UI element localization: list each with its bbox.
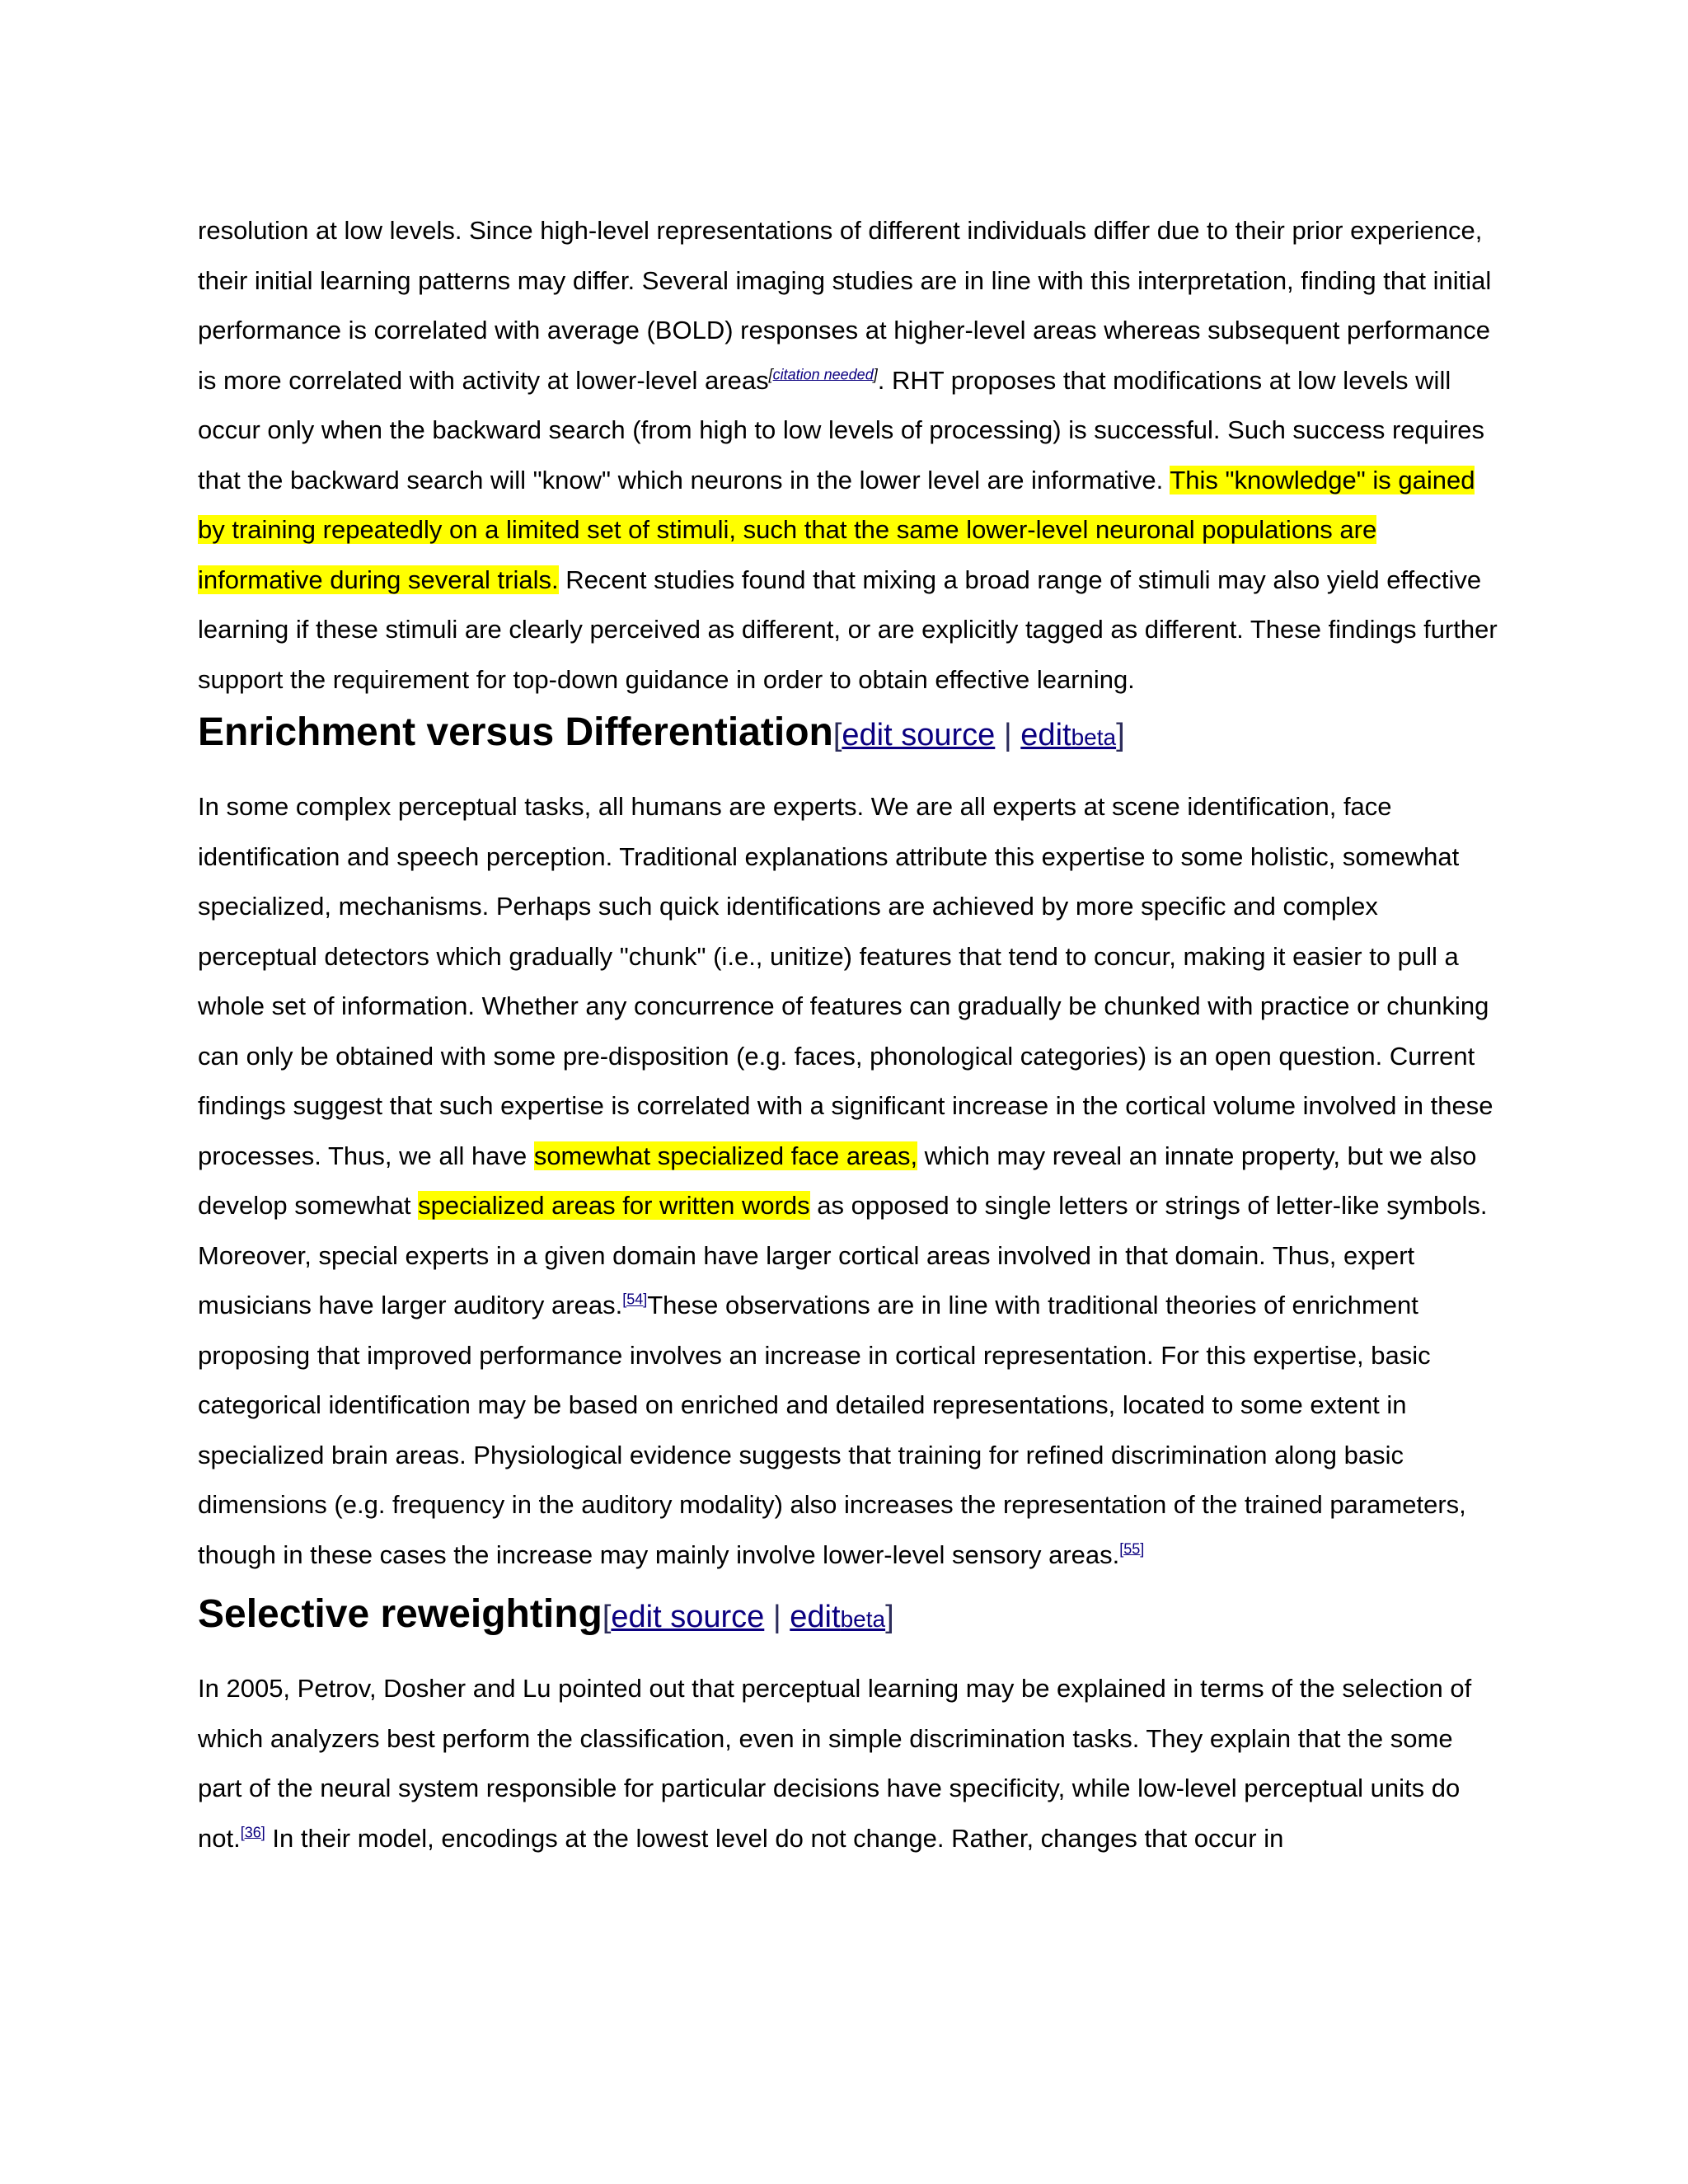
- text-span: In 2005, Petrov, Dosher and Lu pointed out that perceptual learning may be explained in terms of the selection of which analyzers best perform the classification, even in simple discrimination tasks. They explain that the some part of the neural system responsible for particular decisions have specificity, while low-level perceptual units do not.: [198, 1674, 1472, 1853]
- text-span: as opposed to single letters or strings of letter-like symbols. Moreover, special experts in a given domain have larger cortical areas involved in that domain. Thus, expert musicians have larger auditory areas.: [198, 1191, 1488, 1319]
- section-heading-enrichment: [198, 708, 1500, 762]
- edit-source-link[interactable]: edit source: [611, 1600, 765, 1634]
- text-span: Recent studies found that mixing a broad range of stimuli may also yield effective learning if these stimuli are clearly perceived as different, or are explicitly tagged as different. These findings further support the requirement for top-down guidance in order to obtain effective learning.: [198, 565, 1498, 694]
- citation-needed-link[interactable]: citation needed: [772, 366, 874, 383]
- text-span: resolution at low levels. Since high-level representations of different individuals differ due to their prior experience, their initial learning patterns may differ. Several imaging studies are in line with this interpretation, finding that initial performance is correlated with average (BOLD) responses at higher-level areas whereas subsequent performance is more correlated with activity at lower-level areas: [198, 216, 1492, 395]
- reference-55: [1119, 1540, 1144, 1557]
- edit-beta-link[interactable]: [790, 1600, 885, 1634]
- paragraph-enrichment: [198, 782, 1500, 1580]
- paragraph-rht: [198, 206, 1500, 705]
- edit-beta-link[interactable]: [1020, 718, 1116, 752]
- text-span: These observations are in line with traditional theories of enrichment proposing that improved performance involves an increase in cortical representation. For this expertise, basic categorical identification may be based on enriched and detailed representations, located to some extent in specialized brain areas. Physiological evidence suggests that training for refined discrimination along basic dimensions (e.g. frequency in the auditory modality) also increases the representation of the trained parameters, though in these cases the increase may mainly involve lower-level sensory areas.: [198, 1291, 1466, 1569]
- citation-needed-note: [citation needed]: [768, 366, 878, 383]
- reference-link[interactable]: [54]: [622, 1291, 648, 1308]
- reference-link[interactable]: [55]: [1119, 1540, 1145, 1558]
- edit-links: [edit source | editbeta]: [602, 1600, 894, 1634]
- highlighted-text: specialized areas for written words: [418, 1191, 810, 1220]
- text-span: In their model, encodings at the lowest level do not change. Rather, changes that occur in: [265, 1823, 1284, 1853]
- paragraph-selective-reweighting: [198, 1664, 1500, 1863]
- heading-title: Selective reweighting: [198, 1592, 603, 1636]
- reference-36: [241, 1824, 265, 1840]
- reference-54: [622, 1291, 647, 1308]
- document-page: [198, 206, 1500, 1863]
- highlighted-text: This "knowledge" is gained by training repeatedly on a limited set of stimuli, such that the same lower-level neuronal populations are informative during several trials.: [198, 465, 1475, 594]
- beta-label: beta: [1071, 724, 1117, 750]
- highlighted-text: somewhat specialized face areas,: [533, 1141, 918, 1170]
- section-heading-selective-reweighting: [198, 1590, 1500, 1644]
- heading-title: Enrichment versus Differentiation: [198, 710, 833, 754]
- text-span: . RHT proposes that modifications at low levels will occur only when the backward search (from high to low levels of processing) is successful. Such success requires that the backward search will "know" which neurons in the lower level are informative.: [198, 365, 1485, 494]
- edit-links: [edit source | editbeta]: [832, 718, 1125, 752]
- edit-link-label: edit: [790, 1600, 841, 1634]
- edit-source-link[interactable]: edit source: [842, 718, 996, 752]
- text-span: which may reveal an innate property, but we also develop somewhat: [198, 1141, 1477, 1220]
- beta-label: beta: [840, 1606, 886, 1632]
- edit-link-label: edit: [1020, 718, 1071, 752]
- text-span: In some complex perceptual tasks, all humans are experts. We are all experts at scene identification, face identification and speech perception. Traditional explanations attribute this expertise to some holistic, somewhat specialized, mechanisms. Perhaps such quick identifications are achieved by more specific and complex perceptual detectors which gradually "chunk" (i.e., unitize) features that tend to concur, making it easier to pull a whole set of information. Whether any concurrence of features can gradually be chunked with practice or chunking can only be obtained with some pre-disposition (e.g. faces, phonological categories) is an open question. Current findings suggest that such expertise is correlated with a significant increase in the cortical volume involved in these processes. Thus, we all have: [198, 792, 1493, 1170]
- reference-link[interactable]: [36]: [240, 1824, 265, 1841]
